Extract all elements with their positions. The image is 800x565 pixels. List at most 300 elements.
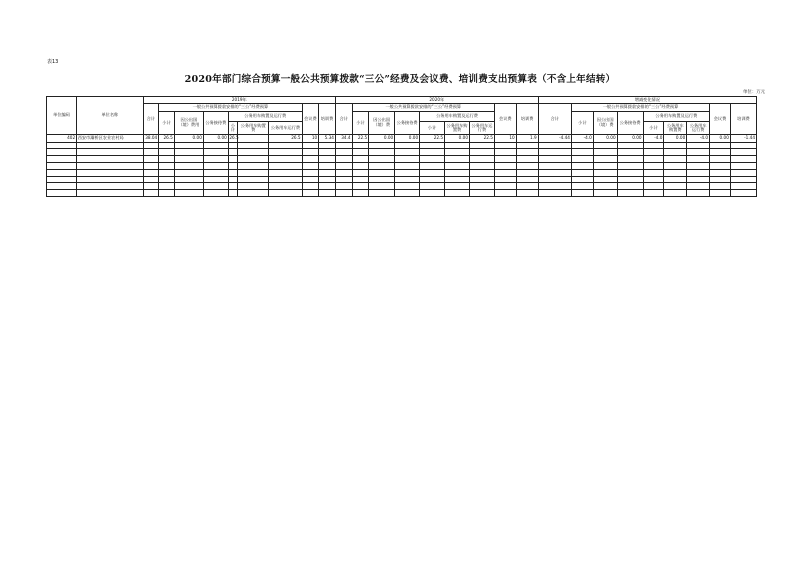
col-unit-code: 单位编码 bbox=[47, 97, 77, 135]
empty-cell bbox=[538, 142, 571, 149]
empty-cell bbox=[420, 176, 445, 183]
cell-change-reception: 0.00 bbox=[617, 135, 643, 142]
col-change-training: 培训费 bbox=[730, 104, 756, 135]
empty-cell bbox=[420, 156, 445, 163]
cell-2020-vehicle-operation: 22.5 bbox=[469, 135, 494, 142]
col-2020-total: 合计 bbox=[335, 104, 352, 135]
empty-cell bbox=[319, 149, 336, 156]
empty-cell bbox=[352, 162, 369, 169]
empty-row bbox=[47, 176, 757, 183]
empty-cell bbox=[516, 156, 538, 163]
empty-cell bbox=[228, 190, 237, 197]
empty-cell bbox=[643, 156, 664, 163]
empty-cell bbox=[77, 176, 144, 183]
empty-cell bbox=[395, 190, 420, 197]
empty-cell bbox=[538, 176, 571, 183]
empty-cell bbox=[571, 183, 593, 190]
cell-2020-vehicle-subtotal: 22.5 bbox=[420, 135, 445, 142]
unit-label: 单位：万元 bbox=[743, 90, 765, 95]
cell-change-vehicle-operation: -4.0 bbox=[687, 135, 710, 142]
empty-cell bbox=[77, 156, 144, 163]
empty-cell bbox=[77, 169, 144, 176]
empty-cell bbox=[269, 149, 302, 156]
empty-cell bbox=[47, 169, 77, 176]
empty-cell bbox=[730, 142, 756, 149]
empty-cell bbox=[47, 156, 77, 163]
group-2019: 2019年 bbox=[143, 97, 335, 104]
cell-change-vehicle-purchase: 0.00 bbox=[664, 135, 687, 142]
empty-cell bbox=[159, 149, 175, 156]
empty-cell bbox=[538, 169, 571, 176]
empty-cell bbox=[687, 176, 710, 183]
cell-2019-vehicle-operation: 26.5 bbox=[269, 135, 302, 142]
empty-cell bbox=[143, 156, 159, 163]
cell-change-meeting: 0.00 bbox=[710, 135, 731, 142]
empty-cell bbox=[143, 149, 159, 156]
empty-cell bbox=[730, 169, 756, 176]
empty-cell bbox=[335, 156, 352, 163]
cell-unit-code: 402 bbox=[47, 135, 77, 142]
empty-cell bbox=[228, 156, 237, 163]
empty-cell bbox=[687, 169, 710, 176]
col-2019-total: 合计 bbox=[143, 104, 159, 135]
table-row bbox=[47, 135, 757, 142]
empty-cell bbox=[174, 156, 203, 163]
empty-cell bbox=[228, 142, 237, 149]
empty-cell bbox=[369, 183, 395, 190]
empty-cell bbox=[143, 162, 159, 169]
empty-cell bbox=[516, 190, 538, 197]
col-2020-subtotal: 小计 bbox=[352, 111, 369, 135]
empty-row bbox=[47, 149, 757, 156]
empty-cell bbox=[710, 190, 731, 197]
empty-cell bbox=[319, 176, 336, 183]
empty-cell bbox=[643, 142, 664, 149]
empty-cell bbox=[494, 156, 516, 163]
empty-cell bbox=[335, 183, 352, 190]
empty-cell bbox=[538, 183, 571, 190]
empty-cell bbox=[319, 169, 336, 176]
col-2019-vehicle-subtotal: 小计 bbox=[228, 122, 237, 135]
empty-cell bbox=[617, 190, 643, 197]
cell-change-abroad: 0.00 bbox=[593, 135, 617, 142]
empty-cell bbox=[159, 142, 175, 149]
empty-cell bbox=[159, 176, 175, 183]
empty-cell bbox=[47, 183, 77, 190]
empty-cell bbox=[710, 176, 731, 183]
empty-cell bbox=[352, 190, 369, 197]
cell-2020-meeting: 10 bbox=[494, 135, 516, 142]
empty-cell bbox=[516, 162, 538, 169]
empty-cell bbox=[516, 169, 538, 176]
empty-cell bbox=[593, 169, 617, 176]
empty-cell bbox=[335, 176, 352, 183]
col-change-vehicle-operation: 公务用车运行费 bbox=[687, 122, 710, 135]
empty-cell bbox=[687, 149, 710, 156]
empty-cell bbox=[571, 176, 593, 183]
empty-cell bbox=[335, 162, 352, 169]
empty-cell bbox=[469, 156, 494, 163]
empty-cell bbox=[617, 183, 643, 190]
col-2019-reception: 公务接待费 bbox=[203, 111, 228, 135]
empty-cell bbox=[395, 176, 420, 183]
empty-cell bbox=[664, 162, 687, 169]
cell-2019-abroad: 0.00 bbox=[174, 135, 203, 142]
empty-cell bbox=[352, 142, 369, 149]
empty-cell bbox=[159, 183, 175, 190]
empty-cell bbox=[395, 156, 420, 163]
subgroup-2019: 一般公共预算拨款安排的“三公”经费预算 bbox=[159, 104, 302, 111]
empty-cell bbox=[730, 183, 756, 190]
empty-cell bbox=[730, 156, 756, 163]
empty-cell bbox=[159, 162, 175, 169]
cell-2020-vehicle-purchase: 0.00 bbox=[445, 135, 470, 142]
empty-cell bbox=[494, 169, 516, 176]
empty-cell bbox=[617, 149, 643, 156]
empty-cell bbox=[302, 162, 319, 169]
empty-cell bbox=[664, 142, 687, 149]
empty-cell bbox=[687, 190, 710, 197]
empty-cell bbox=[516, 142, 538, 149]
col-change-subtotal: 小计 bbox=[571, 111, 593, 135]
empty-cell bbox=[643, 149, 664, 156]
empty-cell bbox=[228, 176, 237, 183]
empty-cell bbox=[571, 149, 593, 156]
empty-cell bbox=[352, 183, 369, 190]
cell-2019-vehicle-subtotal: 26.5 bbox=[228, 135, 237, 142]
cell-2019-meeting: 10 bbox=[302, 135, 319, 142]
empty-cell bbox=[664, 169, 687, 176]
cell-2020-total: 34.4 bbox=[335, 135, 352, 142]
empty-cell bbox=[420, 183, 445, 190]
col-change-meeting: 会议费 bbox=[710, 104, 731, 135]
empty-cell bbox=[395, 162, 420, 169]
empty-cell bbox=[228, 169, 237, 176]
empty-cell bbox=[494, 142, 516, 149]
empty-cell bbox=[143, 142, 159, 149]
empty-cell bbox=[710, 149, 731, 156]
empty-cell bbox=[77, 162, 144, 169]
empty-cell bbox=[203, 142, 228, 149]
empty-cell bbox=[593, 142, 617, 149]
empty-cell bbox=[77, 190, 144, 197]
empty-cell bbox=[469, 169, 494, 176]
empty-cell bbox=[159, 156, 175, 163]
empty-cell bbox=[617, 176, 643, 183]
empty-cell bbox=[335, 149, 352, 156]
empty-cell bbox=[730, 149, 756, 156]
cell-change-vehicle-subtotal: -4.0 bbox=[643, 135, 664, 142]
empty-cell bbox=[617, 162, 643, 169]
empty-cell bbox=[143, 176, 159, 183]
empty-cell bbox=[420, 169, 445, 176]
empty-cell bbox=[352, 149, 369, 156]
empty-cell bbox=[593, 156, 617, 163]
cell-2019-reception: 0.00 bbox=[203, 135, 228, 142]
empty-cell bbox=[269, 162, 302, 169]
empty-cell bbox=[420, 142, 445, 149]
empty-cell bbox=[238, 149, 269, 156]
empty-cell bbox=[77, 183, 144, 190]
empty-cell bbox=[538, 156, 571, 163]
page-title: 2020年部门综合预算一般公共预算拨款“三公”经费及会议费、培训费支出预算表（不含上年结转） bbox=[184, 74, 616, 85]
empty-cell bbox=[445, 183, 470, 190]
empty-cell bbox=[593, 162, 617, 169]
empty-cell bbox=[174, 169, 203, 176]
empty-cell bbox=[238, 169, 269, 176]
col-2020-vehicle: 公务用车购置及运行费 bbox=[420, 111, 495, 122]
empty-cell bbox=[516, 176, 538, 183]
empty-cell bbox=[494, 162, 516, 169]
empty-cell bbox=[238, 156, 269, 163]
empty-cell bbox=[174, 183, 203, 190]
empty-cell bbox=[203, 149, 228, 156]
empty-cell bbox=[143, 190, 159, 197]
empty-cell bbox=[352, 176, 369, 183]
empty-cell bbox=[47, 190, 77, 197]
col-2019-subtotal: 小计 bbox=[159, 111, 175, 135]
empty-cell bbox=[617, 142, 643, 149]
empty-cell bbox=[643, 169, 664, 176]
empty-cell bbox=[203, 176, 228, 183]
empty-cell bbox=[302, 183, 319, 190]
cell-2019-training: 5.34 bbox=[319, 135, 336, 142]
empty-cell bbox=[203, 183, 228, 190]
cell-change-subtotal: -4.0 bbox=[571, 135, 593, 142]
empty-cell bbox=[369, 149, 395, 156]
empty-row bbox=[47, 190, 757, 197]
empty-cell bbox=[445, 156, 470, 163]
empty-cell bbox=[238, 183, 269, 190]
empty-cell bbox=[469, 162, 494, 169]
col-2020-vehicle-operation: 公务用车运行费 bbox=[469, 122, 494, 135]
empty-cell bbox=[469, 149, 494, 156]
col-2020-abroad: 因公出国（境）费 bbox=[369, 111, 395, 135]
col-change-total: 合计 bbox=[538, 104, 571, 135]
col-unit-name: 单位名称 bbox=[77, 97, 144, 135]
empty-row bbox=[47, 183, 757, 190]
empty-cell bbox=[664, 183, 687, 190]
empty-cell bbox=[420, 149, 445, 156]
empty-cell bbox=[238, 162, 269, 169]
empty-cell bbox=[269, 176, 302, 183]
empty-cell bbox=[77, 149, 144, 156]
table-number: 表13 bbox=[47, 59, 59, 65]
empty-cell bbox=[710, 169, 731, 176]
empty-cell bbox=[710, 162, 731, 169]
empty-cell bbox=[571, 162, 593, 169]
empty-cell bbox=[335, 169, 352, 176]
budget-table bbox=[46, 96, 757, 197]
empty-cell bbox=[203, 162, 228, 169]
empty-cell bbox=[369, 169, 395, 176]
empty-cell bbox=[174, 149, 203, 156]
empty-cell bbox=[238, 142, 269, 149]
empty-cell bbox=[269, 183, 302, 190]
empty-cell bbox=[143, 183, 159, 190]
empty-cell bbox=[516, 149, 538, 156]
empty-cell bbox=[203, 190, 228, 197]
empty-cell bbox=[710, 156, 731, 163]
empty-cell bbox=[302, 176, 319, 183]
empty-cell bbox=[469, 142, 494, 149]
empty-cell bbox=[395, 183, 420, 190]
empty-cell bbox=[664, 190, 687, 197]
empty-cell bbox=[369, 142, 395, 149]
empty-cell bbox=[174, 190, 203, 197]
col-change-abroad: 因公出国（境）费 bbox=[593, 111, 617, 135]
empty-cell bbox=[319, 162, 336, 169]
empty-cell bbox=[352, 169, 369, 176]
cell-unit-name: 西安市灞桥区农业农村局 bbox=[77, 135, 144, 142]
empty-cell bbox=[269, 169, 302, 176]
empty-cell bbox=[77, 142, 144, 149]
empty-cell bbox=[538, 162, 571, 169]
empty-cell bbox=[319, 183, 336, 190]
empty-cell bbox=[302, 190, 319, 197]
empty-cell bbox=[617, 169, 643, 176]
empty-row bbox=[47, 156, 757, 163]
empty-cell bbox=[302, 149, 319, 156]
col-2019-vehicle-purchase: 公务用车购置费 bbox=[238, 122, 269, 135]
empty-cell bbox=[302, 169, 319, 176]
empty-cell bbox=[269, 190, 302, 197]
empty-cell bbox=[174, 142, 203, 149]
col-2019-training: 培训费 bbox=[319, 104, 336, 135]
empty-cell bbox=[494, 183, 516, 190]
empty-cell bbox=[571, 169, 593, 176]
empty-cell bbox=[269, 142, 302, 149]
empty-cell bbox=[593, 183, 617, 190]
empty-cell bbox=[203, 156, 228, 163]
empty-cell bbox=[143, 169, 159, 176]
empty-cell bbox=[369, 156, 395, 163]
empty-cell bbox=[730, 162, 756, 169]
empty-cell bbox=[593, 190, 617, 197]
cell-change-total: -4.44 bbox=[538, 135, 571, 142]
empty-cell bbox=[395, 142, 420, 149]
empty-cell bbox=[664, 149, 687, 156]
empty-cell bbox=[730, 176, 756, 183]
empty-cell bbox=[228, 149, 237, 156]
empty-cell bbox=[571, 156, 593, 163]
empty-cell bbox=[445, 162, 470, 169]
empty-cell bbox=[174, 162, 203, 169]
empty-cell bbox=[469, 190, 494, 197]
empty-cell bbox=[687, 142, 710, 149]
empty-cell bbox=[593, 176, 617, 183]
col-2020-vehicle-purchase: 公务用车购置费 bbox=[445, 122, 470, 135]
empty-cell bbox=[335, 142, 352, 149]
empty-cell bbox=[228, 183, 237, 190]
empty-cell bbox=[159, 190, 175, 197]
empty-cell bbox=[47, 162, 77, 169]
empty-cell bbox=[395, 169, 420, 176]
empty-cell bbox=[369, 190, 395, 197]
empty-cell bbox=[571, 190, 593, 197]
cell-2019-total: 38.04 bbox=[143, 135, 159, 142]
empty-cell bbox=[538, 149, 571, 156]
empty-cell bbox=[228, 162, 237, 169]
empty-cell bbox=[319, 142, 336, 149]
empty-cell bbox=[302, 156, 319, 163]
empty-cell bbox=[469, 183, 494, 190]
empty-cell bbox=[593, 149, 617, 156]
group-change: 增减变化情况 bbox=[538, 97, 756, 104]
empty-cell bbox=[494, 176, 516, 183]
empty-cell bbox=[643, 162, 664, 169]
cell-2020-abroad: 0.00 bbox=[369, 135, 395, 142]
col-2019-meeting: 会议费 bbox=[302, 104, 319, 135]
empty-cell bbox=[445, 149, 470, 156]
empty-cell bbox=[420, 162, 445, 169]
col-change-reception: 公务接待费 bbox=[617, 111, 643, 135]
col-2020-reception: 公务接待费 bbox=[395, 111, 420, 135]
empty-cell bbox=[687, 183, 710, 190]
empty-cell bbox=[445, 190, 470, 197]
col-2019-vehicle: 公务用车购置及运行费 bbox=[228, 111, 302, 122]
header-row-years bbox=[47, 97, 757, 104]
empty-cell bbox=[730, 190, 756, 197]
col-2020-meeting: 会议费 bbox=[494, 104, 516, 135]
cell-2020-subtotal: 22.5 bbox=[352, 135, 369, 142]
empty-cell bbox=[269, 156, 302, 163]
col-change-vehicle: 公务用车购置及运行费 bbox=[643, 111, 710, 122]
empty-cell bbox=[445, 176, 470, 183]
empty-cell bbox=[710, 142, 731, 149]
empty-row bbox=[47, 162, 757, 169]
subgroup-2020: 一般公共预算拨款安排的“三公”经费预算 bbox=[352, 104, 494, 111]
empty-cell bbox=[302, 142, 319, 149]
empty-cell bbox=[643, 190, 664, 197]
empty-cell bbox=[469, 176, 494, 183]
empty-cell bbox=[335, 190, 352, 197]
cell-2019-subtotal: 26.5 bbox=[159, 135, 175, 142]
empty-cell bbox=[687, 162, 710, 169]
empty-cell bbox=[664, 156, 687, 163]
col-2020-training: 培训费 bbox=[516, 104, 538, 135]
empty-cell bbox=[369, 162, 395, 169]
empty-cell bbox=[319, 190, 336, 197]
empty-cell bbox=[516, 183, 538, 190]
header-row-subgroups bbox=[47, 104, 757, 111]
empty-cell bbox=[395, 149, 420, 156]
empty-cell bbox=[687, 156, 710, 163]
empty-cell bbox=[710, 183, 731, 190]
empty-cell bbox=[238, 190, 269, 197]
empty-cell bbox=[238, 176, 269, 183]
empty-cell bbox=[47, 142, 77, 149]
empty-cell bbox=[352, 156, 369, 163]
empty-cell bbox=[47, 149, 77, 156]
cell-change-training: -1.44 bbox=[730, 135, 756, 142]
empty-cell bbox=[369, 176, 395, 183]
empty-cell bbox=[571, 142, 593, 149]
empty-cell bbox=[538, 190, 571, 197]
empty-cell bbox=[494, 190, 516, 197]
empty-cell bbox=[494, 149, 516, 156]
empty-cell bbox=[420, 190, 445, 197]
cell-2020-reception: 0.00 bbox=[395, 135, 420, 142]
empty-cell bbox=[617, 156, 643, 163]
empty-cell bbox=[319, 156, 336, 163]
group-2020: 2020年 bbox=[335, 97, 538, 104]
col-change-vehicle-purchase: 公务用车购置费 bbox=[664, 122, 687, 135]
cell-2020-training: 1.9 bbox=[516, 135, 538, 142]
empty-cell bbox=[47, 176, 77, 183]
empty-cell bbox=[159, 169, 175, 176]
col-2020-vehicle-subtotal: 小计 bbox=[420, 122, 445, 135]
